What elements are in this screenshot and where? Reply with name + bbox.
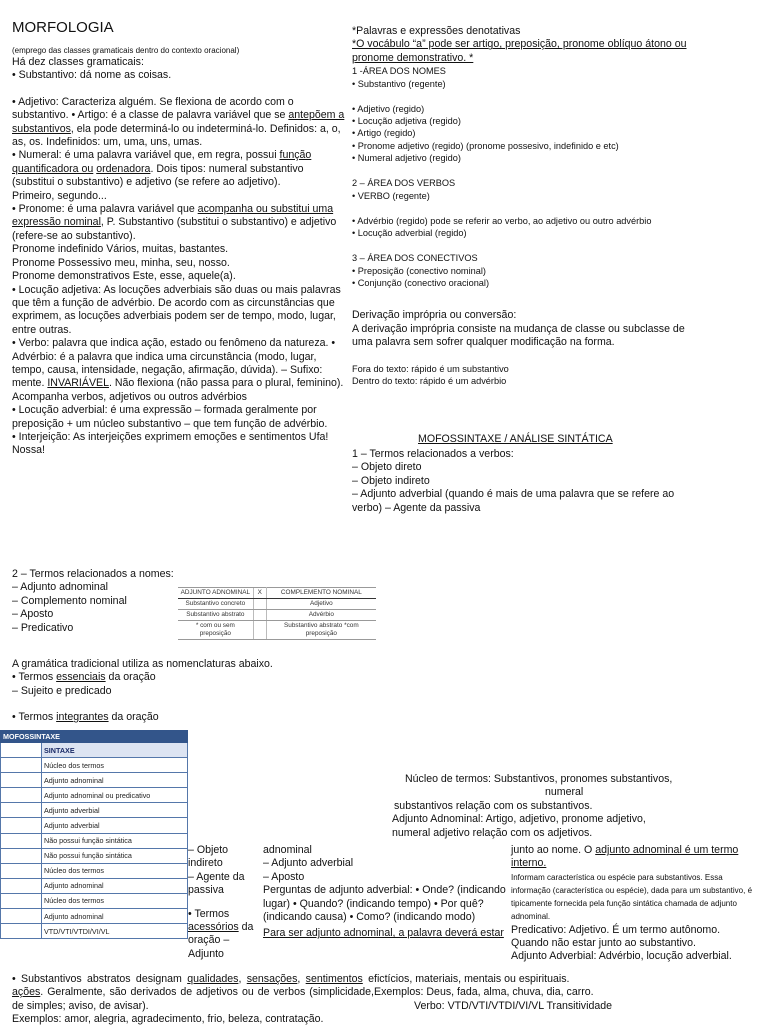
adjunto-complemento-table bbox=[178, 587, 376, 640]
table-cell: Substantivo abstrato bbox=[178, 610, 253, 621]
locucao-adjetiva-item: • Locução adjetiva: As locuções adverbiais são duas ou mais palavras que têm a função de advérbio. De acordo com as circunstâncias que exprimem, as locuções adverbiais podem ser de tempo, modo, lugar, entre outras. bbox=[12, 283, 341, 336]
adjunto-adverbial-item: – Adjunto adverbial bbox=[263, 857, 354, 870]
gramatica-line: A gramática tradicional utiliza as nomenclaturas abaixo. bbox=[12, 658, 273, 670]
exemplos-abstratos: Exemplos: amor, alegria, agradecimento, frio, beleza, contratação. bbox=[12, 1013, 324, 1026]
adnominal-text: adnominal bbox=[263, 844, 312, 856]
adjunto-adnominal-rule: Para ser adjunto adnominal, a palavra deverá estar bbox=[263, 927, 504, 940]
nucleo-line: Núcleo de termos: Substantivos, pronomes substantivos, bbox=[405, 773, 673, 785]
table-header: ADJUNTO ADNOMINAL bbox=[178, 588, 253, 599]
adjunto-adverbial-text: Adjunto Adverbial: Advérbio, locução adverbial. bbox=[511, 950, 732, 963]
pronome-possessivo: Pronome Possessivo meu, minha, seu, nosso. bbox=[12, 256, 230, 269]
table-cell: Núcleo dos termos bbox=[42, 758, 188, 773]
nucleo-line: numeral adjetivo relação com os adjetivos. bbox=[392, 826, 593, 839]
table-cell: Advérbio bbox=[266, 610, 376, 621]
subtitle: (emprego das classes gramaticais dentro do contexto oracional) bbox=[12, 46, 240, 55]
fora-texto: Fora do texto: rápido é um substantivo bbox=[352, 363, 509, 374]
table-cell: Adjunto adnominal ou predicativo bbox=[42, 788, 188, 803]
adjetivo-artigo-item: • Adjetivo: Caracteriza alguém. Se flexiona de acordo com o substantivo. • Artigo: é a classe de palavra variável que se antepõem a substantivos, ela pode determiná-lo ou indeterminá-lo. Definidos: a, o, as, os. Indefinidos: um, uma, uns, umas. bbox=[12, 95, 345, 149]
vocabulo-note: *O vocábulo “a” pode ser artigo, preposição, pronome oblíquo átono ou pronome demonstrativo. * bbox=[352, 38, 687, 64]
table-row bbox=[1, 833, 188, 848]
mofossintaxe-table bbox=[0, 730, 188, 939]
termos-nomes-item: – Aposto bbox=[12, 608, 54, 621]
table-row bbox=[1, 863, 188, 878]
aposto-item: – Aposto bbox=[263, 870, 305, 883]
area-verbos-item: • Locução adverbial (regido) bbox=[352, 228, 467, 239]
table-row bbox=[178, 610, 376, 621]
termos-verbos-item: – Objeto indireto bbox=[352, 474, 430, 487]
areas-section bbox=[352, 25, 688, 387]
table-cell: Adjunto adnominal bbox=[42, 878, 188, 893]
derivacao-text: A derivação imprópria consiste na mudança de classe ou subclasse de uma palavra sem sofrer qualquer modificação na forma. bbox=[352, 322, 685, 349]
table-header: COMPLEMENTO NOMINAL bbox=[266, 588, 376, 599]
substantivo-item: • Substantivo: dá nome as coisas. bbox=[12, 69, 172, 82]
area-verbos-item: • VERBO (regente) bbox=[352, 190, 430, 201]
interjeicao-item: • Interjeição: As interjeições exprimem emoções e sentimentos Ufa! Nossa! bbox=[12, 430, 329, 457]
derivacao-heading: Derivação imprópria ou conversão: bbox=[352, 309, 517, 322]
table-cell bbox=[253, 621, 266, 640]
table-row bbox=[1, 773, 188, 788]
page-title: MORFOLOGIA bbox=[12, 19, 114, 36]
table-cell: * com ou sem preposição bbox=[178, 621, 253, 640]
table-cell: Substantivo abstrato *com preposição bbox=[266, 621, 376, 640]
area-nomes-item: • Locução adjetiva (regido) bbox=[352, 116, 461, 127]
table-cell: Adjunto adverbial bbox=[42, 803, 188, 818]
termos-nomes-heading: 2 – Termos relacionados a nomes: bbox=[12, 568, 174, 580]
verbo-adverbio-item: • Verbo: palavra que indica ação, estado ou fenômeno da natureza. • Advérbio: é a palavra que indica uma circunstância (modo, lugar, tempo, causa, intensidade, negação, afirmação, dúvida). – Sufixo: mente. INVARIÁVEL. Não flexiona (não passa para o plural, feminino). Acompanha verbos, adjetivos ou outros advérbios bbox=[12, 337, 344, 403]
termos-narrow-column bbox=[188, 844, 260, 961]
table-row bbox=[1, 818, 188, 833]
area-nomes-item: • Pronome adjetivo (regido) (pronome possesivo, indefinido e etc) bbox=[352, 140, 619, 151]
termos-verbos-item: – Objeto direto bbox=[352, 461, 422, 474]
objeto-indireto: – Objeto indireto bbox=[188, 844, 229, 870]
table-row bbox=[1, 758, 188, 773]
table-row bbox=[1, 788, 188, 803]
pronome-item: • Pronome: é uma palavra variável que acompanha ou substitui uma expressão nominal, P. Substantivo (substitui o substantivo) e adjetivo (refere-se ao substantivo). bbox=[12, 203, 337, 242]
table-header: MOFOSSINTAXE bbox=[1, 731, 188, 743]
area-nomes-item: • Numeral adjetivo (regido) bbox=[352, 153, 461, 163]
table-header-row bbox=[1, 731, 188, 743]
sujeito-predicado: – Sujeito e predicado bbox=[12, 684, 112, 697]
intro-text: Há dez classes gramaticais: bbox=[12, 56, 144, 68]
table-row bbox=[1, 848, 188, 863]
table-cell bbox=[253, 610, 266, 621]
nucleo-section bbox=[392, 773, 692, 840]
termos-nomes-item: – Adjunto adnominal bbox=[12, 581, 109, 594]
dentro-texto: Dentro do texto: rápido é um advérbio bbox=[352, 375, 507, 386]
exemplos-concretos: Exemplos: Deus, fada, alma, chuva, dia, carro. bbox=[374, 986, 594, 999]
predicativo-text: Predicativo: Adjetivo. É um termo autônomo. Quando não estar junto ao substantivo. bbox=[511, 923, 721, 950]
table-row bbox=[178, 621, 376, 640]
nucleo-line: Adjunto Adnominal: Artigo, adjetivo, pronome adjetivo, bbox=[392, 813, 646, 826]
table-cell: Não possui função sintática bbox=[42, 848, 188, 863]
termos-verbos-heading: 1 – Termos relacionados a verbos: bbox=[352, 448, 514, 460]
locucao-adverbial-item: • Locução adverbial: é uma expressão – formada geralmente por preposição + um núcleo substantivo – que tem função de advérbio. bbox=[12, 404, 328, 430]
area-verbos-item: • Advérbio (regido) pode se referir ao verbo, ao adjetivo ou outro advérbio bbox=[352, 215, 652, 226]
termos-integrantes: • Termos integrantes da oração bbox=[12, 711, 159, 724]
table-row bbox=[1, 924, 188, 939]
substantivos-concretos bbox=[374, 973, 764, 1013]
area-conectivos-item: • Conjunção (conectivo oracional) bbox=[352, 278, 490, 289]
termos-nomes-section bbox=[12, 568, 182, 635]
nucleo-line: numeral bbox=[545, 786, 584, 799]
denotativas-note: *Palavras e expressões denotativas bbox=[352, 25, 521, 37]
table-cell: Núcleo dos termos bbox=[42, 893, 188, 908]
numeral-example: Primeiro, segundo... bbox=[12, 189, 107, 202]
gramatica-section bbox=[12, 658, 342, 725]
termos-acessorios: • Termos acessórios da oração – Adjunto bbox=[188, 907, 254, 960]
mofossintaxe-heading: MOFOSSINTAXE / ANÁLISE SINTÁTICA bbox=[418, 433, 613, 445]
table-row bbox=[1, 909, 188, 924]
substantivos-abstratos: • Substantivos abstratos designam qualidades, sensações, sentimentos e ações. Geralmente, são derivados de adjetivos ou de verbos (simplicidade, de simples; aviso, de avisar). Exemplos: amor, alegria, agradecimento, frio, beleza, contratação. bbox=[12, 973, 375, 1026]
verbo-transitividade: Verbo: VTD/VTI/VTDI/VI/VL Transitividade bbox=[414, 999, 613, 1012]
junto-nome-text: junto ao nome. O adjunto adnominal é um termo interno. bbox=[511, 844, 739, 870]
morfologia-section bbox=[12, 19, 348, 458]
perguntas-adjunto: Perguntas de adjunto adverbial: • Onde? (indicando lugar) • Quando? (indicando tempo) • Por quê? (indicando causa) • Como? (indicando modo) bbox=[263, 884, 506, 924]
table-row bbox=[1, 893, 188, 908]
adjunto-adnominal-column bbox=[511, 844, 757, 964]
table-cell: Não possui função sintática bbox=[42, 833, 188, 848]
area-conectivos-heading: 3 – ÁREA DOS CONECTIVOS bbox=[352, 253, 478, 264]
table-row bbox=[1, 803, 188, 818]
table-row bbox=[178, 599, 376, 610]
table-cell: Substantivo concreto bbox=[178, 599, 253, 610]
table-cell: Adjunto adnominal bbox=[42, 909, 188, 924]
ficticios-text: fictícios, materiais, mentais ou espirituais. bbox=[374, 973, 570, 985]
table-header: X bbox=[253, 588, 266, 599]
table-cell: VTD/VTI/VTDI/VI/VL bbox=[42, 924, 188, 939]
informam-text: Informam característica ou espécie para substantivos. Essa informação (característica ou espécie), dada para um substantivo, é tipicamente fornecida pela função sintática chamada de adjunto adnominal. bbox=[511, 872, 753, 922]
termos-essenciais: • Termos essenciais da oração bbox=[12, 671, 156, 684]
table-cell: Núcleo dos termos bbox=[42, 863, 188, 878]
termos-verbos-item: – Adjunto adverbial (quando é mais de uma palavra que se refere ao verbo) – Agente da passiva bbox=[352, 488, 675, 514]
termos-nomes-item: – Complemento nominal bbox=[12, 594, 127, 607]
table-cell: Adjunto adnominal bbox=[42, 773, 188, 788]
agente-passiva: – Agente da passiva bbox=[188, 870, 245, 897]
table-cell bbox=[253, 599, 266, 610]
termos-nomes-item: – Predicativo bbox=[12, 621, 74, 634]
table-row bbox=[1, 878, 188, 893]
nucleo-line: substantivos relação com os substantivos. bbox=[394, 799, 593, 812]
area-verbos-heading: 2 – ÁREA DOS VERBOS bbox=[352, 178, 456, 189]
table-cell: Adjetivo bbox=[266, 599, 376, 610]
adjunto-column bbox=[263, 844, 508, 941]
table-subheader: SINTAXE bbox=[42, 743, 188, 758]
table-cell: Adjunto adverbial bbox=[42, 818, 188, 833]
area-nomes-heading: 1 -ÁREA DOS NOMES bbox=[352, 66, 446, 77]
pronome-indefinido: Pronome indefinido Vários, muitas, bastantes. bbox=[12, 243, 229, 256]
area-nomes-item: • Adjetivo (regido) bbox=[352, 103, 425, 114]
numeral-item: • Numeral: é uma palavra variável que, em regra, possui função quantificadora ou ordenadora. Dois tipos: numeral substantivo (substitui o substantivo) e adjetivo (se refere ao adjetivo). bbox=[12, 149, 312, 189]
area-conectivos-item: • Preposição (conectivo nominal) bbox=[352, 265, 486, 276]
table-subheader-row bbox=[1, 743, 188, 758]
area-nomes-item: • Substantivo (regente) bbox=[352, 78, 446, 89]
pronome-demonstrativo: Pronome demonstrativos Este, esse, aquele(a). bbox=[12, 270, 236, 283]
area-nomes-item: • Artigo (regido) bbox=[352, 128, 416, 139]
termos-verbos-section bbox=[352, 448, 688, 515]
